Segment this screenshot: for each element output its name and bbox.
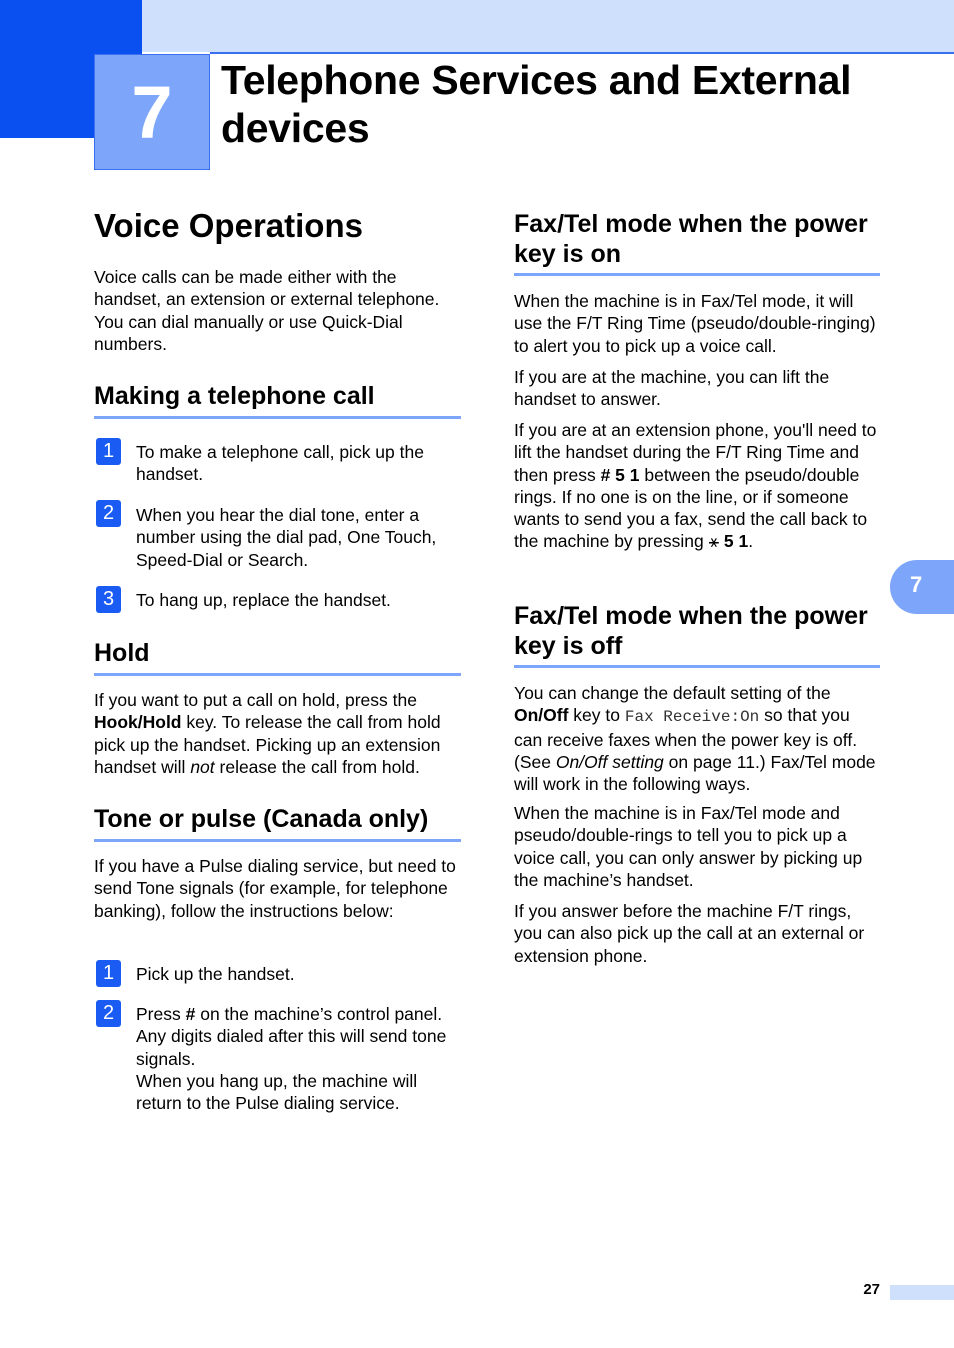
step-text: To hang up, replace the handset. — [136, 590, 391, 610]
chapter-number: 7 — [94, 54, 210, 170]
cross-reference: On/Off setting — [555, 751, 664, 772]
subheading-faxtel-on: Fax/Tel mode when the power key is on — [514, 210, 868, 268]
faxtel-on-para3: If you are at an extension phone, you'll need to lift the handset during the F/T Ring Time and then press # 5 1 between the pseudo/double rings. If no one is on the line, or if someone wants to send you a fax, send the call back to the machine by pressing ⚹ 5 1. — [514, 420, 877, 552]
step-number: 1 — [96, 438, 121, 465]
faxtel-off-para3: If you answer before the machine F/T rings, you can also pick up the call at an external or extension phone. — [514, 901, 865, 966]
on-off-key: On/Off — [514, 705, 569, 726]
subheading-making-call: Making a telephone call — [94, 382, 375, 410]
step-text: Pick up the handset. — [136, 964, 295, 984]
hook-hold-key: Hook/Hold — [94, 712, 182, 733]
page-number: 27 — [863, 1281, 880, 1298]
key-sequence: 5 1 — [719, 531, 749, 552]
step-text: When you hear the dial tone, enter a number using the dial pad, One Touch, Speed-Dial or Search. — [136, 505, 437, 570]
step-number: 2 — [96, 1000, 121, 1027]
voice-operations-intro: Voice calls can be made either with the handset, an extension or external telephone. You can dial manually or use Quick-Dial numbers. — [94, 267, 440, 354]
heading-rule — [514, 665, 880, 668]
tone-pulse-intro: If you have a Pulse dialing service, but need to send Tone signals (for example, for telephone banking), follow the instructions below: — [94, 856, 456, 921]
hold-paragraph: If you want to put a call on hold, press the Hook/Hold key. To release the call from hold pick up the handset. Picking up an extension handset will not release the call from hold. — [94, 690, 441, 777]
heading-rule — [94, 673, 461, 676]
subheading-faxtel-off: Fax/Tel mode when the power key is off — [514, 602, 868, 660]
step-number: 2 — [96, 500, 121, 527]
step-number: 1 — [96, 960, 121, 987]
faxtel-off-para1: You can change the default setting of the On/Off key to Fax Receive:On so that you can receive faxes when the power key is off. (See On/Off setting on page 11.) Fax/Tel mode will work in the following ways. — [514, 683, 876, 795]
heading-rule — [514, 273, 880, 276]
step-text: To make a telephone call, pick up the handset. — [136, 442, 424, 485]
heading-rule — [94, 416, 461, 419]
header-light-band — [142, 0, 954, 52]
step-text: Press # on the machine’s control panel. Any digits dialed after this will send tone signals. When you hang up, the machine will return to the Pulse dialing service. — [136, 1004, 447, 1114]
header-rule — [210, 52, 954, 54]
faxtel-off-para2: When the machine is in Fax/Tel mode and pseudo/double-rings to tell you to pick up a voice call, you can only answer by picking up the machine’s handset. — [514, 803, 863, 890]
faxtel-on-para2: If you are at the machine, you can lift the handset to answer. — [514, 367, 830, 410]
section-heading-voice-operations: Voice Operations — [94, 207, 363, 244]
step-number: 3 — [96, 586, 121, 613]
heading-rule — [94, 839, 461, 842]
faxtel-on-para1: When the machine is in Fax/Tel mode, it will use the F/T Ring Time (pseudo/double-ringing) to alert you to pick up a voice call. — [514, 291, 876, 356]
lcd-setting: Fax Receive:On — [624, 708, 760, 727]
footer-bar — [890, 1285, 954, 1300]
subheading-tone-pulse: Tone or pulse (Canada only) — [94, 805, 429, 833]
subheading-hold: Hold — [94, 639, 150, 667]
hash-key: # — [185, 1004, 196, 1024]
chapter-title: Telephone Services and External devices — [221, 57, 852, 151]
chapter-side-tab: 7 — [890, 560, 954, 614]
key-sequence: # 5 1 — [600, 464, 640, 485]
star-icon: ⚹ — [708, 531, 720, 552]
